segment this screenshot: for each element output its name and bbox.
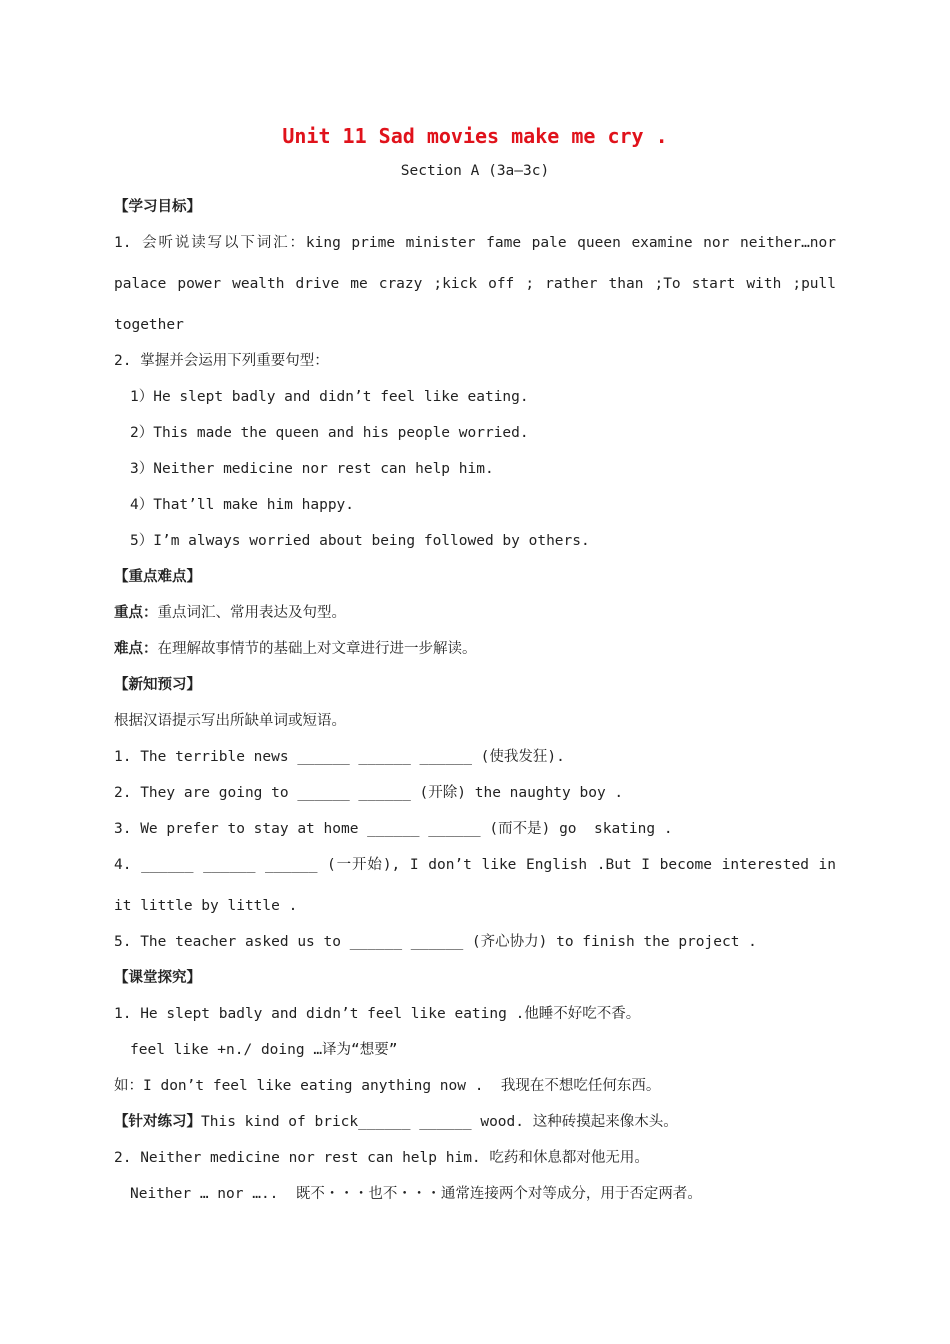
difficult-point [114, 639, 477, 659]
key-point-text: 重点词汇、常用表达及句型。 [157, 605, 346, 621]
heading-key-points: 【重点难点】 [114, 569, 201, 585]
practice-label: 【针对练习】 [114, 1114, 201, 1130]
point-1: 1. He slept badly and didn’t feel like eating .他睡不好吃不香。 [114, 1006, 641, 1022]
exercise-5: 5. The teacher asked us to ______ ______ (齐心协力) to finish the project . [114, 934, 757, 950]
sentence-5: 5）I’m always worried about being followed by others. [130, 533, 590, 549]
goal-2: 2. 掌握并会运用下列重要句型： [114, 353, 329, 369]
key-point-label: 重点： [114, 605, 158, 621]
exercise-1: 1. The terrible news ______ ______ ______ (使我发狂). [114, 749, 565, 765]
sentence-2: 2）This made the queen and his people worried. [130, 425, 529, 441]
exercise-4-line-1: 4. ______ ______ ______ (一开始), I don’t like English .But I become interested in [114, 857, 836, 873]
goal-1-line-3: together [114, 317, 184, 333]
heading-learning-goals: 【学习目标】 [114, 199, 201, 215]
exercise-2: 2. They are going to ______ ______ (开除) the naughty boy . [114, 785, 624, 801]
point-2: 2. Neither medicine nor rest can help him. 吃药和休息都对他无用。 [114, 1150, 649, 1166]
goal-1-line-2: palace power wealth drive me crazy ;kick off ; rather than ;To start with ;pull [114, 276, 836, 292]
difficult-point-text: 在理解故事情节的基础上对文章进行进一步解读。 [157, 641, 477, 657]
practice-text: This kind of brick______ ______ wood. 这种砖摸起来像木头。 [201, 1114, 678, 1130]
point-1-example: 如：I don’t feel like eating anything now . 我现在不想吃任何东西。 [114, 1078, 661, 1094]
point-2-note: Neither … nor ….. 既不・・・也不・・・通常连接两个对等成分，用于否定两者。 [130, 1186, 702, 1202]
section-subtitle: Section A (3a—3c) [400, 163, 550, 179]
preview-instructions: 根据汉语提示写出所缺单词或短语。 [114, 713, 346, 729]
point-1-note: feel like +n./ doing …译为“想要” [130, 1042, 398, 1058]
goal-1-line-1: 1. 会听说读写以下词汇：king prime minister fame pale queen examine nor neither…nor [114, 235, 836, 251]
heading-preview: 【新知预习】 [114, 677, 201, 693]
sentence-3: 3）Neither medicine nor rest can help him. [130, 461, 494, 477]
page-title: Unit 11 Sad movies make me cry . [282, 124, 668, 148]
sentence-4: 4）That’ll make him happy. [130, 497, 355, 513]
sentence-1: 1）He slept badly and didn’t feel like eating. [130, 389, 529, 405]
exercise-4-line-2: it little by little . [114, 898, 298, 914]
difficult-point-label: 难点： [114, 641, 158, 657]
exercise-3: 3. We prefer to stay at home ______ ______ (而不是) go skating . [114, 821, 673, 837]
key-point [114, 603, 346, 623]
heading-classroom: 【课堂探究】 [114, 970, 201, 986]
practice [114, 1112, 678, 1132]
